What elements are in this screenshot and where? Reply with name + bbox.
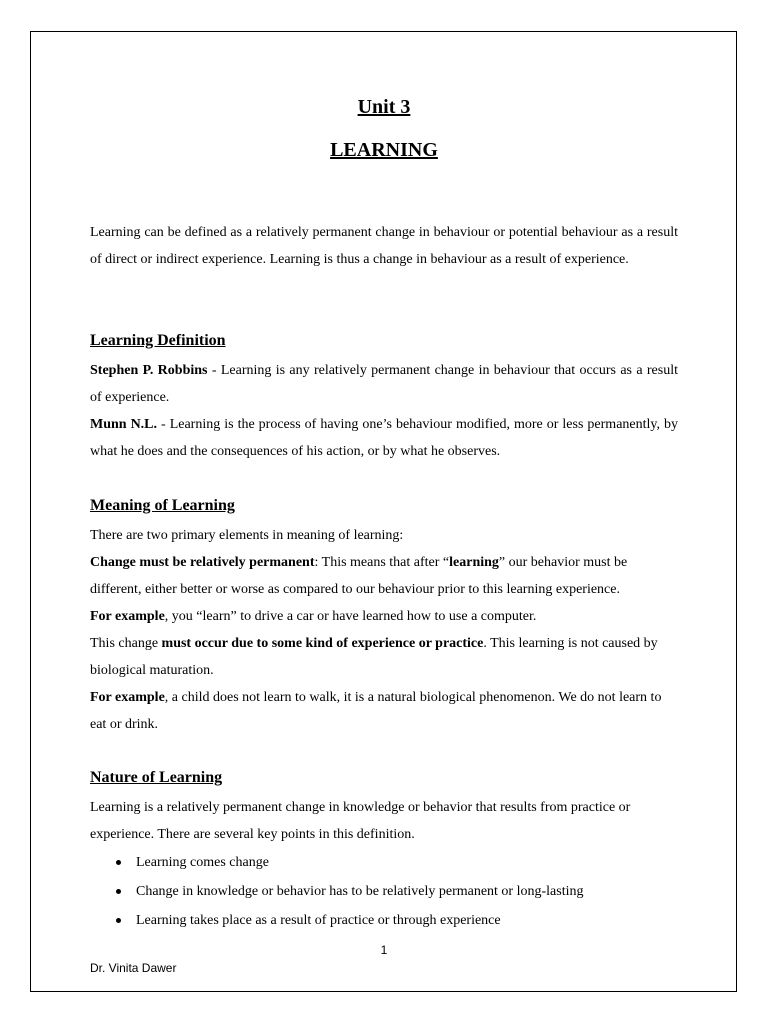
example-2 xyxy=(90,684,678,738)
nature-intro: Learning is a relatively permanent change in knowledge or behavior that results from practice or experience. There are several key points in this definition. xyxy=(90,800,631,842)
munn-definition xyxy=(90,411,678,465)
meaning-element-2-text-b: . This learning is not caused by biological maturation. xyxy=(90,636,658,678)
example-1-label: For example xyxy=(90,609,165,624)
robbins-name: Stephen P. Robbins xyxy=(90,363,208,378)
intro-paragraph xyxy=(90,219,678,273)
meaning-element-1-text-b: ” our behavior must be different, either better or worse as compared to our behaviour prior to this learning experience. xyxy=(90,555,628,597)
example-2-text: , a child does not learn to walk, it is a natural biological phenomenon. We do not learn to eat or drink. xyxy=(90,690,662,732)
definition-section xyxy=(90,357,678,465)
robbins-definition xyxy=(90,357,678,411)
meaning-element-2-text-a: This change xyxy=(90,636,162,651)
meaning-element-1-bold: Change must be relatively permanent xyxy=(90,555,315,570)
munn-text: - Learning is the process of having one’s behaviour modified, more or less permanently, by what he does and the consequences of his action, or by what he observes. xyxy=(90,417,678,459)
list-item: Learning takes place as a result of practice or through experience xyxy=(90,906,678,935)
unit-title: Unit 3 xyxy=(357,96,411,118)
nature-bullet-list xyxy=(90,848,678,935)
example-2-label: For example xyxy=(90,690,165,705)
page-number: 1 xyxy=(380,943,388,957)
meaning-element-1 xyxy=(90,549,678,603)
meaning-element-2 xyxy=(90,630,678,684)
meaning-intro: There are two primary elements in meaning of learning: xyxy=(90,528,404,543)
section-heading-meaning: Meaning of Learning xyxy=(90,497,235,514)
meaning-element-1-text-a: : This means that after “ xyxy=(314,555,450,570)
section-heading-nature: Nature of Learning xyxy=(90,769,223,786)
meaning-element-1-bold-2: learning xyxy=(449,555,499,570)
munn-name: Munn N.L. xyxy=(90,417,158,432)
meaning-element-2-bold: must occur due to some kind of experience or practice xyxy=(161,636,484,651)
footer-author: Dr. Vinita Dawer xyxy=(90,961,177,975)
nature-section xyxy=(90,794,678,848)
example-1-text: , you “learn” to drive a car or have learned how to use a computer. xyxy=(164,609,537,624)
list-item: Change in knowledge or behavior has to be relatively permanent or long-lasting xyxy=(90,877,678,906)
robbins-text: - Learning is any relatively permanent change in behaviour that occurs as a result of experience. xyxy=(90,363,678,405)
example-1 xyxy=(90,603,678,630)
section-heading-definition: Learning Definition xyxy=(90,332,226,349)
intro-text: Learning can be defined as a relatively permanent change in behaviour or potential behaviour as a result of direct or indirect experience. Learning is thus a change in behaviour as a result of experience. xyxy=(90,225,678,267)
list-item: Learning comes change xyxy=(90,848,678,877)
meaning-section xyxy=(90,522,678,738)
document-title: LEARNING xyxy=(330,139,438,161)
